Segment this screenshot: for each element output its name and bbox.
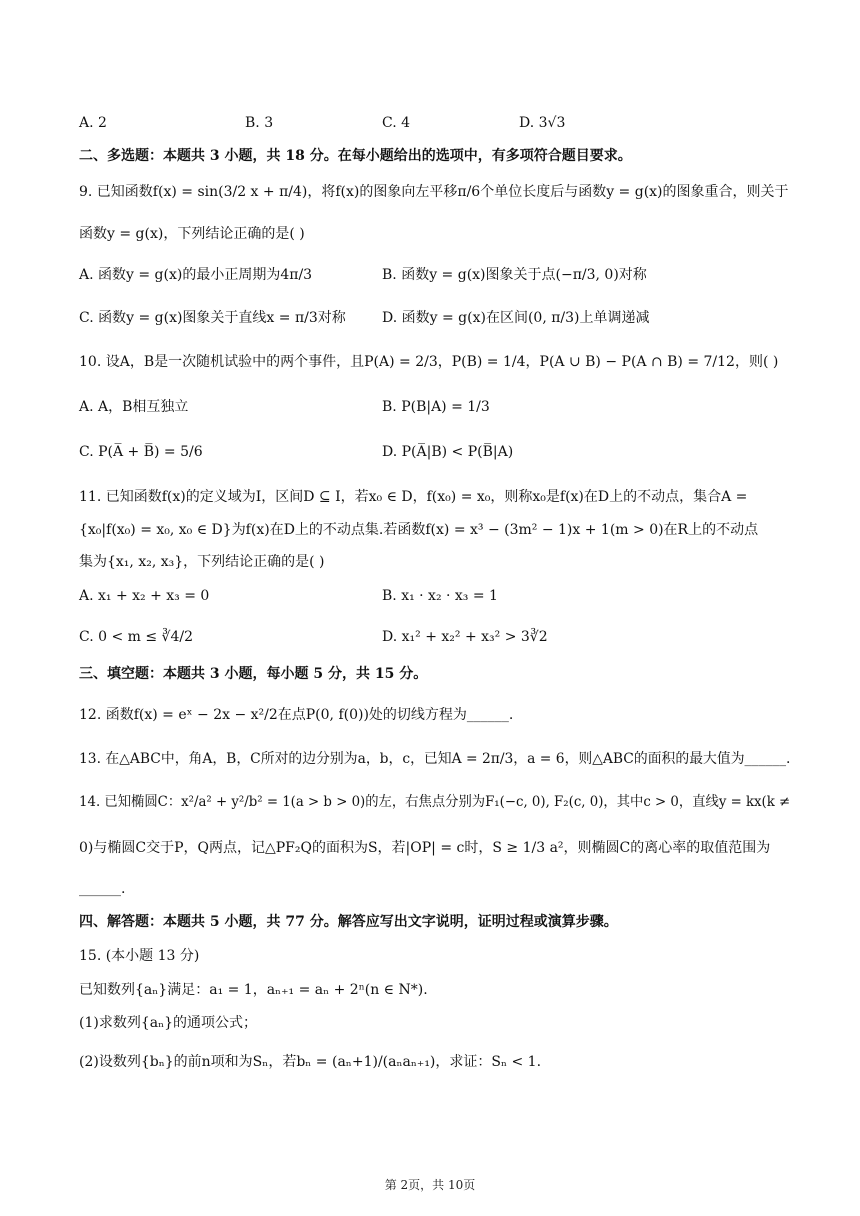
q15-header: 15. (本小题 13 分) [79,948,200,964]
section-heading-fill-in: 三、填空题：本题共 3 小题，每小题 5 分，共 15 分。 [79,666,428,682]
page-footer: 第 2页，共 10页 [384,1178,476,1192]
q10-option-a: A. A，B相互独立 [79,399,189,415]
q8-option-b: B. 3 [245,115,274,131]
q10-option-c: C. P(A̅ + B̅) = 5/6 [79,444,203,460]
q13-stem: 13. 在△ABC中，角A，B，C所对的边分别为a，b，c，已知A = 2π/3，a = 6，则△ABC的面积的最大值为______. [79,751,791,767]
q8-option-a: A. 2 [79,115,107,131]
q9-option-c: C. 函数y = g(x)图象关于直线x = π/3对称 [79,310,346,326]
q11-option-a: A. x₁ + x₂ + x₃ = 0 [79,588,210,604]
q10-option-d: D. P(A̅|B) < P(B̅|A) [382,444,514,460]
q11-stem-line-1: 11. 已知函数f(x)的定义域为I，区间D ⊆ I，若x₀ ∈ D，f(x₀) = x₀，则称x₀是f(x)在D上的不动点，集合A = [79,489,748,505]
q10-option-b: B. P(B|A) = 1/3 [382,399,490,415]
q8-option-c: C. 4 [382,115,411,131]
q11-stem-line-3: 集为{x₁, x₂, x₃}，下列结论正确的是( ) [79,554,325,570]
section-heading-solution: 四、解答题：本题共 5 小题，共 77 分。解答应写出文字说明，证明过程或演算步骤。 [79,914,618,930]
q9-option-a: A. 函数y = g(x)的最小正周期为4π/3 [79,267,313,283]
q14-stem-line-2: 0)与椭圆C交于P，Q两点，记△PF₂Q的面积为S，若|OP| = c时，S ≥ 1/3 a²，则椭圆C的离心率的取值范围为 [79,840,771,856]
q9-stem-line-2: 函数y = g(x)，下列结论正确的是( ) [79,226,305,242]
q14-stem-line-3: ______. [79,881,126,897]
q11-stem-line-2: {x₀|f(x₀) = x₀, x₀ ∈ D}为f(x)在D上的不动点集.若函数f(x) = x³ − (3m² − 1)x + 1(m > 0)在R上的不动点 [79,522,759,538]
q15-stem: 已知数列{aₙ}满足：a₁ = 1，aₙ₊₁ = aₙ + 2ⁿ(n ∈ N*). [79,982,428,998]
q11-option-c: C. 0 < m ≤ ∛4/2 [79,629,194,645]
q14-stem-line-1: 14. 已知椭圆C：x²/a² + y²/b² = 1(a > b > 0)的左，右焦点分别为F₁(−c, 0), F₂(c, 0)，其中c > 0，直线y = kx(k ≠ [79,794,791,810]
q12-stem: 12. 函数f(x) = eˣ − 2x − x²/2在点P(0, f(0))处的切线方程为______. [79,707,514,723]
q9-option-b: B. 函数y = g(x)图象关于点(−π/3, 0)对称 [382,267,647,283]
q15-part-1: (1)求数列{aₙ}的通项公式； [79,1015,258,1031]
q11-option-d: D. x₁² + x₂² + x₃² > 3∛2 [382,629,548,645]
section-heading-multiple-choice: 二、多选题：本题共 3 小题，共 18 分。在每小题给出的选项中，有多项符合题目要求。 [79,148,632,164]
q9-stem-line-1: 9. 已知函数f(x) = sin(3/2 x + π/4)，将f(x)的图象向左平移π/6个单位长度后与函数y = g(x)的图象重合，则关于 [79,184,789,200]
q15-part-2: (2)设数列{bₙ}的前n项和为Sₙ，若bₙ = (aₙ+1)/(aₙaₙ₊₁)，求证：Sₙ < 1. [79,1054,542,1070]
q8-option-d: D. 3√3 [519,115,566,131]
q9-option-d: D. 函数y = g(x)在区间(0, π/3)上单调递减 [382,310,650,326]
q10-stem: 10. 设A，B是一次随机试验中的两个事件，且P(A) = 2/3，P(B) = 1/4，P(A ∪ B) − P(A ∩ B) = 7/12，则( ) [79,354,779,370]
q11-option-b: B. x₁ · x₂ · x₃ = 1 [382,588,498,604]
